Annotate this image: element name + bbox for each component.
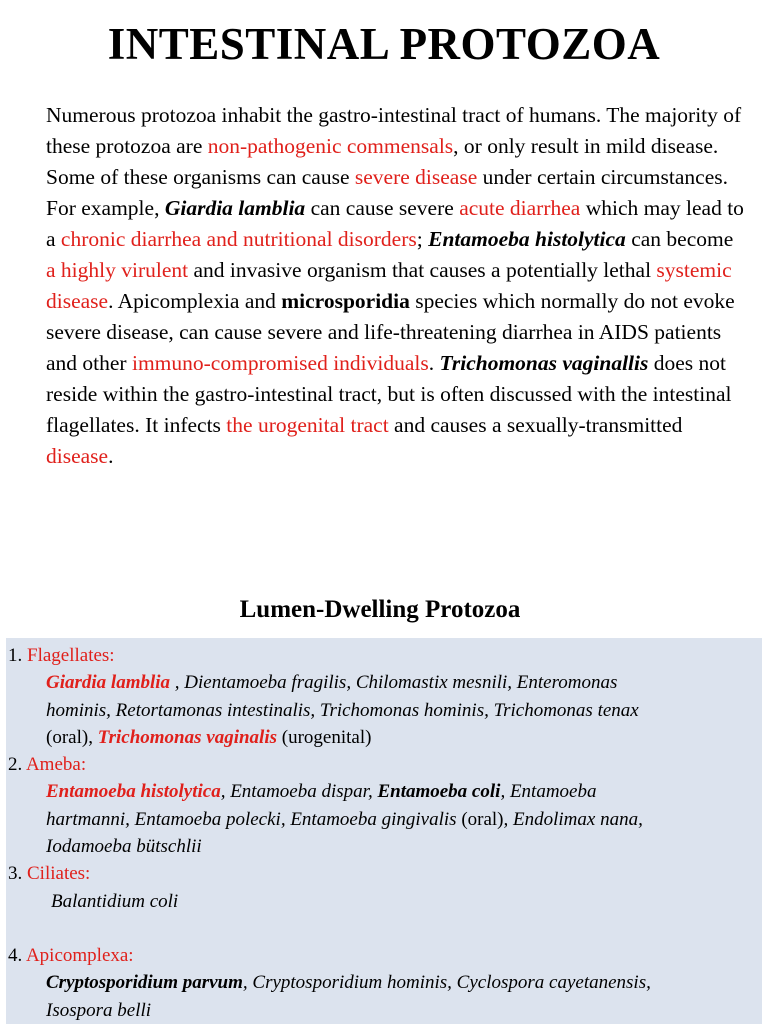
intro-text: . Apicomplexia and [108,289,282,313]
species-text: , Entamoeba dispar, [220,781,378,803]
species-text: , Endolimax nana, [503,808,643,830]
species-name: Giardia lamblia [164,196,306,220]
list-item [8,888,748,915]
note-text: (oral), [46,726,98,748]
intro-text: ; [416,227,429,251]
note-text: (oral) [461,808,504,830]
species-name: Giardia lamblia [46,672,171,694]
note-text: (urogenital) [277,726,372,748]
intro-text: and invasive organism that causes a potentially lethal [188,258,657,282]
intro-text: which may lead to a [46,196,744,251]
species-text: Iodamoeba bütschlii [46,836,202,858]
group-label: Flagellates: [27,645,115,666]
list-item [8,778,748,805]
highlight-term: immuno-compromised individuals [131,351,429,375]
list-number: 4. [8,944,26,966]
highlight-term: a highly virulent [46,258,189,282]
intro-text: can cause severe [305,196,460,220]
species-text: , Cryptosporidium hominis, Cyclospora cayetanensis, [242,972,651,994]
bold-term: microsporidia [281,289,410,313]
species-text: , Dientamoeba fragilis, Chilomastix mesnili, Enteromonas [170,672,618,694]
highlight-term: the urogenital tract [226,413,389,437]
intro-text: species which normally do not evoke severe disease, can cause severe and life-threatening diarrhea in AIDS patients and other [46,289,735,375]
list-number: 2. [8,754,26,776]
list-item [8,669,748,696]
intro-text: can become [625,227,734,251]
list-group-heading [8,942,748,969]
spacer [8,915,748,942]
protozoa-list [8,642,748,1024]
list-item [8,724,748,751]
page-title: INTESTINAL PROTOZOA [107,19,661,69]
list-group-heading [8,860,748,887]
list-item [8,969,748,996]
list-item [8,833,748,860]
list-group-heading [8,642,748,669]
species-name-bold: Cryptosporidium parvum [46,972,243,994]
intro-text: Numerous protozoa inhabit the gastro-intestinal tract of humans. The majority of these protozoa are [46,103,742,158]
intro-text: . [428,351,440,375]
list-item [8,697,748,724]
species-text: hartmanni, Entamoeba polecki, Entamoeba gingivalis [46,808,462,830]
species-name: Entamoeba histolytica [46,781,221,803]
list-item [8,806,748,833]
intro-text: and causes a sexually-transmitted [388,413,683,437]
highlight-term: acute diarrhea [459,196,581,220]
highlight-term: disease [46,444,109,468]
species-text: , Entamoeba [500,781,597,803]
group-label: Apicomplexa: [25,944,134,966]
highlight-term: systemic disease [46,258,732,313]
intro-paragraph [46,100,746,472]
section-title: Lumen-Dwelling Protozoa [239,596,521,623]
list-number: 3. [8,863,27,885]
list-group-heading [8,751,748,778]
species-text: Isospora belli [46,999,152,1021]
species-name-bold: Entamoeba coli [377,781,501,803]
highlight-term: severe disease [354,165,478,189]
highlight-term: non-pathogenic commensals [207,134,454,158]
species-name: Trichomonas vaginalis [97,726,277,748]
intro-text: under certain circumstances. For example, [46,165,728,220]
group-label: Ciliates: [27,863,91,885]
intro-text: does not reside within the gastro-intestinal tract, but is often discussed with the intestinal flagellates. It infects [46,351,732,437]
species-text: Balantidium coli [51,890,179,912]
list-number: 1. [8,645,27,666]
species-text: hominis, Retortamonas intestinalis, Trichomonas hominis, Trichomonas tenax [46,699,639,721]
species-name: Entamoeba histolytica [428,227,626,251]
intro-text: . [108,444,114,468]
group-label: Ameba: [25,754,87,776]
species-name: Trichomonas vaginallis [439,351,649,375]
highlight-term: chronic diarrhea and nutritional disorders [60,227,417,251]
list-item [8,997,748,1024]
intro-text: , or only result in mild disease. Some of these organisms can cause [46,134,719,189]
